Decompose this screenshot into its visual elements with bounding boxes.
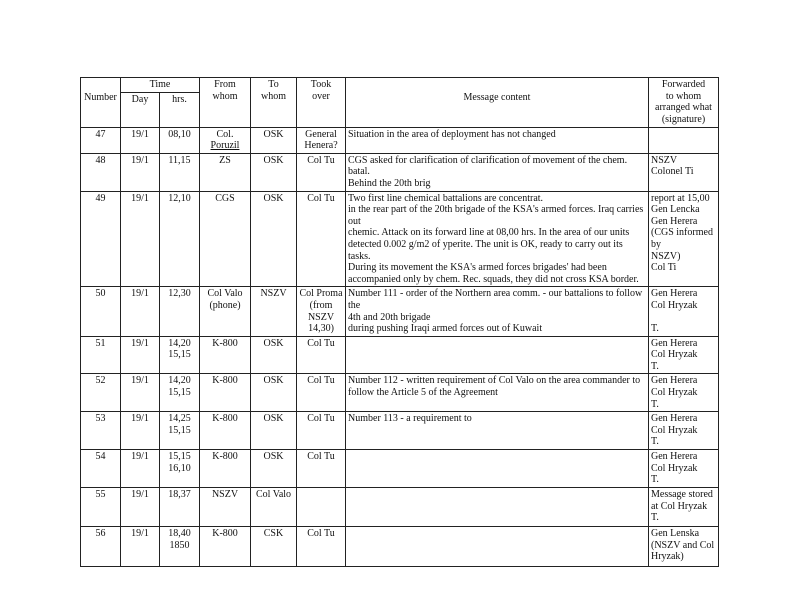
- hrs-cell-line: 11,15: [168, 154, 191, 166]
- forwarded-cell-line: T.: [651, 360, 659, 372]
- day-cell: 19/1: [121, 412, 160, 450]
- took-over-cell-line: Col Tu: [307, 375, 335, 387]
- took-over-cell-line: (from: [309, 299, 333, 311]
- took-over-cell-line: Col Tu: [307, 451, 335, 463]
- forwarded-cell: [649, 336, 719, 374]
- hrs-cell: [160, 374, 200, 412]
- hrs-cell-line: 08,10: [168, 128, 191, 140]
- forwarded-cell-line: Colonel Ti: [651, 166, 694, 178]
- forwarded-cell-line: Col Hryzak: [651, 299, 698, 311]
- day-cell: 19/1: [121, 336, 160, 374]
- message-cell: [346, 153, 649, 191]
- forwarded-cell-line: NSZV: [651, 154, 678, 166]
- message-cell-line: during pushing Iraqi armed forces out of Kuwait: [348, 323, 543, 335]
- took-over-cell-line: Col Tu: [307, 337, 335, 349]
- message-cell-line: accompanied only by chem. Rec. squads, they did not cross KSA border.: [348, 273, 639, 285]
- table-row: [81, 527, 719, 567]
- message-cell: [346, 527, 649, 567]
- header-forwarded: Forwarded to whom arranged what (signature): [649, 78, 719, 128]
- number-cell: 51: [81, 336, 121, 374]
- message-cell-line: Situation in the area of deployment has not changed: [348, 128, 556, 140]
- forwarded-cell-line: Gen Lenska: [651, 528, 700, 540]
- number-cell: 56: [81, 527, 121, 567]
- forwarded-cell-line: Col Ti: [651, 262, 677, 274]
- took-over-cell: [297, 412, 346, 450]
- forwarded-cell-line: Gen Herera: [651, 215, 698, 227]
- table-row: [81, 488, 719, 527]
- took-over-cell: [297, 191, 346, 287]
- forwarded-cell: [649, 287, 719, 336]
- number-cell: 50: [81, 287, 121, 336]
- message-cell-line: 4th and 20th brigade: [348, 311, 431, 323]
- forwarded-cell-line: at Col Hryzak: [651, 500, 708, 512]
- forwarded-cell-line: Col Hryzak: [651, 387, 698, 399]
- from-cell: [200, 336, 251, 374]
- day-cell: 19/1: [121, 374, 160, 412]
- message-cell: [346, 336, 649, 374]
- forwarded-cell-line: (CGS informed by: [651, 227, 713, 250]
- took-over-cell-line: Col Tu: [307, 528, 335, 540]
- message-cell: [346, 450, 649, 488]
- from-cell-line: K-800: [212, 413, 238, 425]
- table-row: [81, 374, 719, 412]
- day-cell: 19/1: [121, 191, 160, 287]
- number-cell: 54: [81, 450, 121, 488]
- to-cell: OSK: [251, 191, 297, 287]
- from-cell: [200, 191, 251, 287]
- day-cell: 19/1: [121, 127, 160, 153]
- from-cell-line: NSZV: [211, 489, 239, 501]
- took-over-cell-line: Col Tu: [307, 192, 335, 204]
- message-cell-line: During its movement the KSA's armed forces brigades' had been: [348, 262, 607, 274]
- header-took-over: Took over: [297, 78, 346, 128]
- from-cell: [200, 287, 251, 336]
- from-cell-line: Col.: [216, 128, 234, 140]
- message-cell-line: Number 113 - a requirement to: [348, 413, 472, 425]
- hrs-cell: [160, 412, 200, 450]
- to-cell: OSK: [251, 336, 297, 374]
- from-cell-line: Poruzil: [210, 140, 240, 152]
- from-cell: [200, 412, 251, 450]
- from-cell: [200, 527, 251, 567]
- took-over-cell-line: Henera?: [304, 140, 338, 152]
- forwarded-cell-line: T.: [651, 512, 659, 524]
- forwarded-cell: [649, 450, 719, 488]
- to-cell: OSK: [251, 374, 297, 412]
- table-row: [81, 127, 719, 153]
- header-hrs: hrs.: [160, 92, 200, 127]
- header-message: Message content: [346, 78, 649, 128]
- message-cell-line: Number 112 - written requirement of Col Valo on the area commander to: [348, 375, 641, 387]
- number-cell: 53: [81, 412, 121, 450]
- message-cell: [346, 374, 649, 412]
- day-cell: 19/1: [121, 450, 160, 488]
- from-cell: [200, 153, 251, 191]
- hrs-cell: [160, 191, 200, 287]
- hrs-cell-line: 15,15: [168, 451, 191, 463]
- hrs-cell-line: 15,15: [168, 387, 191, 399]
- hrs-cell: [160, 488, 200, 527]
- took-over-cell-line: 14,30): [308, 323, 334, 335]
- forwarded-cell-line: Message stored: [651, 489, 713, 501]
- message-cell: [346, 287, 649, 336]
- hrs-cell: [160, 127, 200, 153]
- message-cell-line: Two first line chemical battalions are concentrat.: [348, 192, 544, 204]
- forwarded-cell-line: Gen Herera: [651, 375, 698, 387]
- took-over-cell: [297, 527, 346, 567]
- hrs-cell-line: 14,20: [168, 337, 191, 349]
- from-cell-line: Col Valo: [207, 288, 243, 300]
- took-over-cell-line: Col Tu: [307, 154, 335, 166]
- hrs-cell: [160, 153, 200, 191]
- hrs-cell-line: 18,37: [168, 489, 191, 501]
- hrs-cell-line: 12,30: [168, 288, 191, 300]
- number-cell: 47: [81, 127, 121, 153]
- header-number: Number: [81, 78, 121, 128]
- from-cell: [200, 450, 251, 488]
- day-cell: 19/1: [121, 287, 160, 336]
- number-cell: 49: [81, 191, 121, 287]
- from-cell-line: K-800: [212, 337, 238, 349]
- forwarded-cell-line: Gen Herera: [651, 413, 698, 425]
- forwarded-cell-line: NSZV): [651, 250, 681, 262]
- message-cell-line: CGS asked for clarification of clarification of movement of the chem. batal.: [348, 154, 628, 178]
- forwarded-cell: [649, 153, 719, 191]
- hrs-cell-line: 14,25: [168, 413, 191, 425]
- took-over-cell: [297, 336, 346, 374]
- forwarded-cell-line: T.: [651, 436, 659, 448]
- number-cell: 48: [81, 153, 121, 191]
- forwarded-cell: [649, 374, 719, 412]
- forwarded-cell-line: T.: [651, 323, 659, 335]
- table-row: [81, 412, 719, 450]
- message-cell: [346, 127, 649, 153]
- hrs-cell-line: 12,10: [168, 192, 191, 204]
- forwarded-cell-line: T.: [651, 474, 659, 486]
- forwarded-cell-line: (NSZV and Col: [651, 539, 715, 551]
- message-cell-line: detected 0.002 g/m2 of yperite. The unit is OK, ready to carry out its tasks.: [348, 238, 623, 262]
- day-cell: 19/1: [121, 527, 160, 567]
- took-over-cell: [297, 450, 346, 488]
- took-over-cell-line: Col Tu: [307, 413, 335, 425]
- took-over-cell-line: Col Proma: [299, 288, 343, 300]
- to-cell: OSK: [251, 412, 297, 450]
- hrs-cell: [160, 527, 200, 567]
- hrs-cell: [160, 287, 200, 336]
- message-log-table: [80, 77, 719, 567]
- forwarded-cell: [649, 191, 719, 287]
- table-row: [81, 450, 719, 488]
- took-over-cell: [297, 127, 346, 153]
- hrs-cell: [160, 336, 200, 374]
- to-cell: OSK: [251, 153, 297, 191]
- forwarded-cell-line: Gen Herera: [651, 337, 698, 349]
- header-day: Day: [121, 92, 160, 127]
- hrs-cell-line: 18,40: [168, 528, 191, 540]
- forwarded-cell: [649, 488, 719, 527]
- from-cell: [200, 488, 251, 527]
- forwarded-cell-line: Gen Herera: [651, 288, 698, 300]
- took-over-cell-line: General: [305, 128, 337, 140]
- message-cell-line: chemic. Attack on its forward line at 08,00 hrs. In the area of our units: [348, 227, 630, 239]
- message-cell-line: Behind the 20th brig: [348, 177, 431, 189]
- day-cell: 19/1: [121, 153, 160, 191]
- forwarded-cell: [649, 127, 719, 153]
- took-over-cell: [297, 488, 346, 527]
- table-row: [81, 287, 719, 336]
- number-cell: 55: [81, 488, 121, 527]
- hrs-cell-line: 14,20: [168, 375, 191, 387]
- forwarded-cell: [649, 412, 719, 450]
- message-cell: [346, 488, 649, 527]
- to-cell: NSZV: [251, 287, 297, 336]
- took-over-cell: [297, 287, 346, 336]
- table-row: [81, 191, 719, 287]
- header-from: From whom: [200, 78, 251, 128]
- forwarded-cell-line: [651, 312, 716, 324]
- forwarded-cell: [649, 527, 719, 567]
- from-cell: [200, 127, 251, 153]
- message-cell: [346, 412, 649, 450]
- message-cell: [346, 191, 649, 287]
- forwarded-cell-line: report at 15,00: [651, 192, 710, 204]
- forwarded-cell-line: Col Hryzak: [651, 424, 698, 436]
- from-cell-line: K-800: [212, 451, 238, 463]
- hrs-cell-line: 1850: [169, 539, 190, 551]
- from-cell-line: ZS: [219, 154, 231, 166]
- to-cell: CSK: [251, 527, 297, 567]
- to-cell: Col Valo: [251, 488, 297, 527]
- hrs-cell-line: 15,15: [168, 424, 191, 436]
- header-to: To whom: [251, 78, 297, 128]
- message-cell-line: Number 111 - order of the Northern area comm. - our battalions to follow the: [348, 288, 643, 311]
- table-row: [81, 153, 719, 191]
- hrs-cell: [160, 450, 200, 488]
- header-time: Time: [121, 78, 200, 93]
- message-cell-line: in the rear part of the 20th brigade of the KSA's armed forces. Iraq carries out: [348, 204, 644, 227]
- message-cell-line: follow the Article 5 of the Agreement: [348, 387, 498, 399]
- hrs-cell-line: 16,10: [168, 462, 191, 474]
- from-cell-line: CGS: [215, 192, 235, 204]
- forwarded-cell-line: Col Hryzak: [651, 349, 698, 361]
- to-cell: OSK: [251, 127, 297, 153]
- table-row: [81, 336, 719, 374]
- hrs-cell-line: 15,15: [168, 349, 191, 361]
- forwarded-cell-line: Col Hryzak: [651, 462, 698, 474]
- forwarded-cell-line: Hryzak): [651, 551, 684, 563]
- day-cell: 19/1: [121, 488, 160, 527]
- took-over-cell: [297, 374, 346, 412]
- to-cell: OSK: [251, 450, 297, 488]
- took-over-cell-line: NSZV: [307, 311, 335, 323]
- from-cell-line: K-800: [212, 528, 238, 540]
- forwarded-cell-line: T.: [651, 398, 659, 410]
- forwarded-cell-line: Gen Herera: [651, 451, 698, 463]
- number-cell: 52: [81, 374, 121, 412]
- from-cell: [200, 374, 251, 412]
- took-over-cell: [297, 153, 346, 191]
- from-cell-line: K-800: [212, 375, 238, 387]
- from-cell-line: (phone): [209, 299, 241, 311]
- forwarded-cell-line: Gen Lencka: [651, 204, 700, 216]
